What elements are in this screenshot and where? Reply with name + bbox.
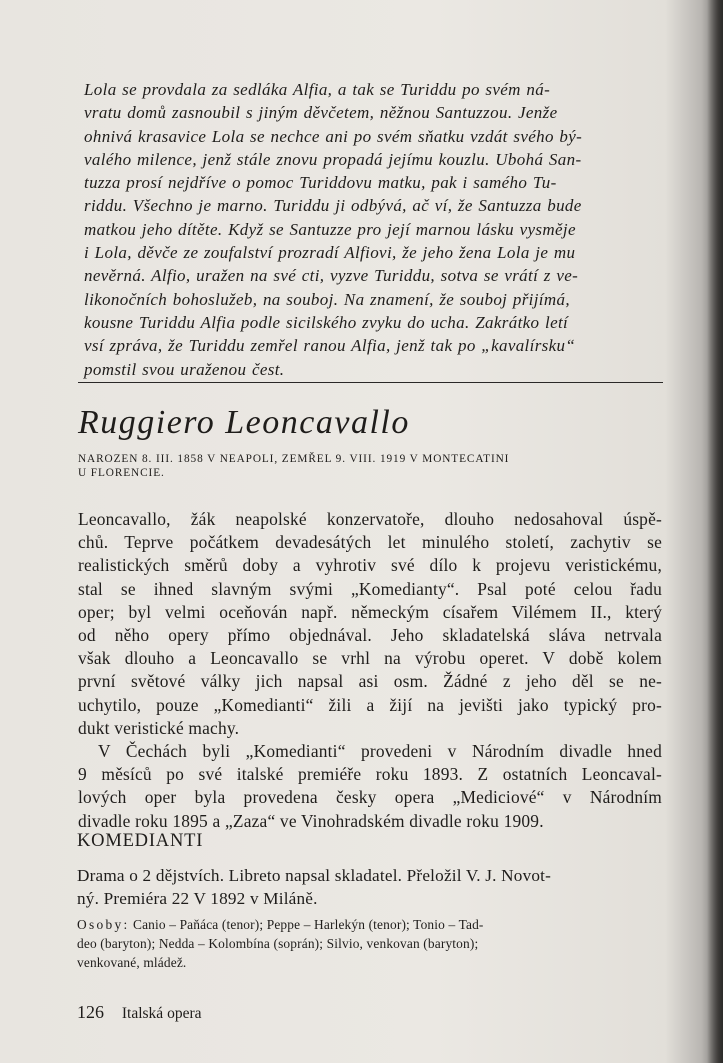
opera-description-line: Drama o 2 dějstvích. Libreto napsal skladatel. Přeložil V. J. Novot- — [77, 866, 552, 885]
plot-summary-line: nevěrná. Alfio, uražen na své cti, vyzve Turiddu, sotva se vrátí z ve- — [84, 266, 579, 286]
page-footer — [77, 1002, 202, 1023]
running-title: Italská opera — [121, 1005, 202, 1022]
plot-summary-line: likonočních bohoslužeb, na souboj. Na znamení, že souboj přijímá, — [84, 289, 570, 309]
plot-summary-line: tuzza prosí nejdříve o pomoc Turiddovu matku, pak i samého Tu- — [84, 173, 557, 193]
biography-line: chů. Teprve počátkem devadesátých let minulého století, zachytiv se — [78, 532, 662, 553]
plot-summary-line: Lola se provdala za sedláka Alfia, a tak se Turiddu po svém ná- — [84, 80, 551, 99]
plot-summary-line: vsí zpráva, že Turiddu zemřel ranou Alfia, jenž tak po „kavalírsku“ — [84, 336, 576, 356]
composer-life-dates — [78, 452, 668, 480]
cast-line: venkované, mládež. — [77, 955, 187, 970]
plot-summary-line: i Lola, děvče ze zoufalství prozradí Alfiovi, že jeho žena Lola je mu — [84, 243, 576, 263]
cast-line: deo (baryton); Nedda – Kolombína (soprán); Silvio, venkovan (baryton); — [77, 936, 479, 951]
opera-title: KOMEDIANTI — [77, 831, 204, 851]
section-divider — [78, 382, 663, 383]
plot-summary-line: valého milence, jenž stále znovu propadá jejímu kouzlu. Ubohá San- — [84, 149, 582, 169]
plot-summary-line: pomstil svou uraženou čest. — [84, 359, 285, 379]
biography-line: V Čechách byli „Komedianti“ provedeni v Národním divadle hned — [98, 741, 662, 762]
biography-line: 9 měsíců po své italské premiéře roku 1893. Z ostatních Leoncaval- — [78, 764, 662, 785]
opera-cast-list — [77, 915, 665, 972]
cast-line — [77, 915, 665, 934]
composer-heading: Ruggiero Leoncavallo — [78, 404, 410, 441]
biography-line: lových oper byla provedena česky opera „Mediciové“ v Národním — [78, 787, 662, 808]
opera-description — [77, 865, 659, 910]
plot-summary-line: ohnivá krasavice Lola se nechce ani po svém sňatku vzdát svého bý- — [84, 126, 583, 146]
biography-line: Leoncavallo, žák neapolské konzervatoře, dlouho nedosahoval úspě- — [78, 509, 662, 529]
composer-biography — [78, 508, 662, 833]
life-dates-line: NAROZEN 8. III. 1858 V NEAPOLI, ZEMŘEL 9. VIII. 1919 V MONTECATINI — [78, 453, 510, 465]
plot-summary-line: vratu domů zasnoubil s jiným děvčetem, něžnou Santuzzou. Jenže — [84, 103, 558, 123]
cast-line-text: Canio – Paňáca (tenor); Peppe – Harlekýn (tenor); Tonio – Tad- — [133, 917, 484, 932]
biography-line: od něho opery přímo objednával. Jeho skladatelská sláva netrvala — [78, 625, 662, 646]
cast-label: Osoby: — [77, 917, 130, 932]
life-dates-line: U FLORENCIE. — [78, 467, 165, 479]
biography-line: oper; byl velmi oceňován např. německým císařem Vilémem II., který — [78, 601, 662, 622]
biography-line: realistických směrů doby a vyhrotiv své dílo k projevu veristickému, — [78, 555, 662, 576]
biography-line: však dlouho a Leoncavallo se vrhl na výrobu operet. V době kolem — [78, 648, 662, 669]
biography-line: dukt veristické machy. — [78, 717, 240, 738]
book-spine-shadow — [707, 0, 723, 1063]
plot-summary-paragraph — [84, 78, 666, 381]
opera-description-line: ný. Premiéra 22 V 1892 v Miláně. — [77, 888, 318, 908]
biography-line: divadle roku 1895 a „Zaza“ ve Vinohradském divadle roku 1909. — [78, 810, 544, 831]
biography-line: uchytilo, pouze „Komedianti“ žili a žijí na jevišti jako typický pro- — [78, 694, 662, 715]
plot-summary-line: riddu. Všechno je marno. Turiddu ji odbývá, ač ví, že Santuzza bude — [84, 196, 582, 216]
plot-summary-line: kousne Turiddu Alfia podle sicilského zvyku do ucha. Zakrátko letí — [84, 312, 569, 332]
page-number: 126 — [77, 1002, 104, 1022]
plot-summary-line: matkou jeho dítěte. Když se Santuzze pro její marnou lásku vysměje — [84, 219, 576, 239]
biography-line: první světové války jich napsal asi osm. Žádné z jeho děl se ne- — [78, 671, 662, 692]
biography-line: stal se ihned slavným svými „Komedianty“. Psal poté celou řadu — [78, 578, 662, 599]
